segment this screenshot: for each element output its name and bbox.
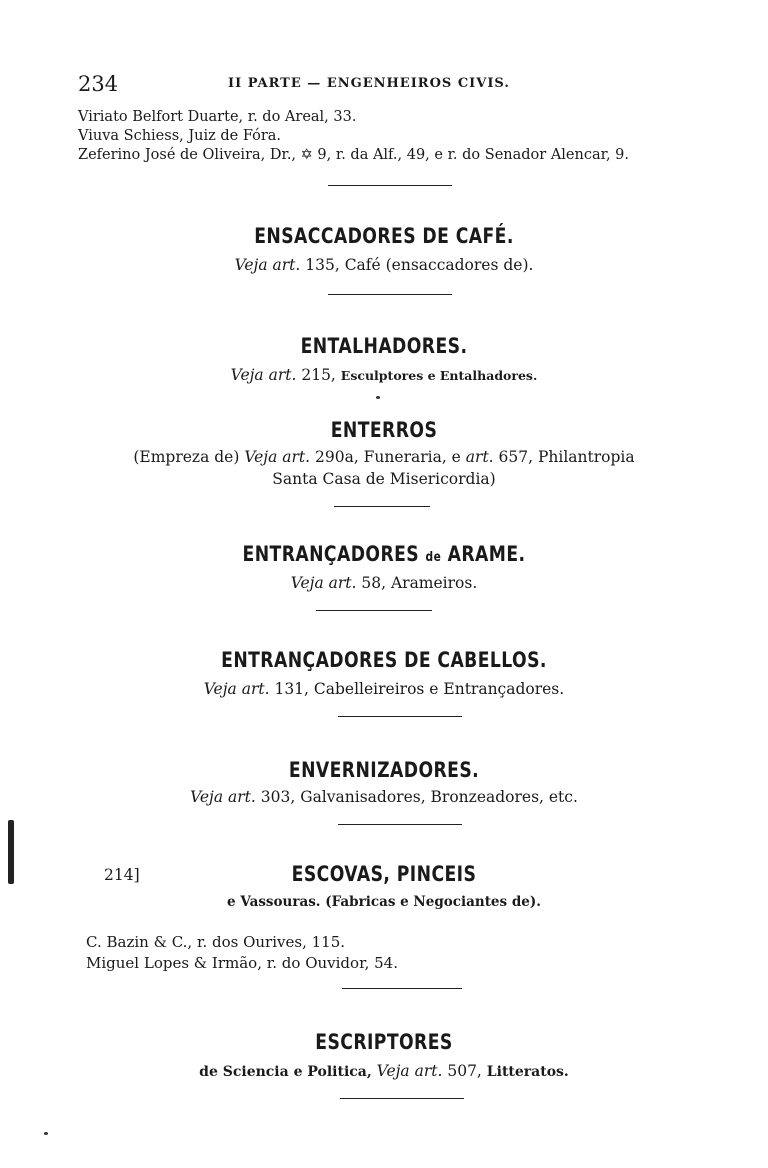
escovas-entry-list <box>86 932 398 974</box>
subheading-text: e Vassouras. (Fabricas e Negociantes de). <box>227 894 541 910</box>
heading-part: ENTRANÇADORES <box>242 542 420 566</box>
list-item: Viriato Belfort Duarte, r. do Areal, 33. <box>78 109 357 125</box>
section-heading-ensaccadores: ENSACCADORES DE CAFÉ. <box>254 224 514 248</box>
reference-text: 657, Philantropia <box>498 448 635 466</box>
art-label: art. <box>465 448 494 466</box>
reference-text: 303, Galvanisadores, Bronzeadores, etc. <box>260 788 578 806</box>
divider <box>338 824 462 825</box>
divider <box>338 716 462 717</box>
article-number: 215, <box>301 366 336 384</box>
reference-prefix: de Sciencia e Politica, <box>199 1064 372 1080</box>
reference-text: 135, Café (ensaccadores de). <box>305 256 534 274</box>
heading-part: ARAME. <box>447 542 526 566</box>
veja-label: Veja art. <box>203 680 270 698</box>
section-heading-entalhadores: ENTALHADORES. <box>300 334 468 358</box>
veja-label: Veja art. <box>290 574 357 592</box>
cross-reference-enterros-line-1 <box>0 448 768 466</box>
cross-reference-escriptores <box>0 1062 768 1080</box>
ink-speck <box>44 1132 48 1135</box>
divider <box>328 185 452 186</box>
divider <box>334 506 430 507</box>
cross-reference-entrancadores-cabellos <box>0 680 768 698</box>
cross-reference-envernizadores <box>0 788 768 806</box>
list-item: Viuva Schiess, Juiz de Fóra. <box>78 128 282 144</box>
divider <box>316 610 432 611</box>
reference-text: 131, Cabelleireiros e Entrançadores. <box>274 680 565 698</box>
top-entry-list <box>78 108 738 165</box>
ink-speck <box>376 396 380 399</box>
running-title: II PARTE — ENGENHEIROS CIVIS. <box>228 76 510 91</box>
page-header <box>78 72 718 98</box>
reference-text: 290a, Funeraria, e <box>315 448 461 466</box>
article-number: 507, <box>447 1062 482 1080</box>
section-subheading-escovas <box>0 894 768 910</box>
cross-reference-entrancadores-arame <box>0 574 768 592</box>
section-heading-entrancadores-arame <box>69 542 699 566</box>
divider <box>328 294 452 295</box>
section-heading-envernizadores: ENVERNIZADORES. <box>288 758 480 782</box>
divider <box>340 1098 464 1099</box>
margin-ink-mark <box>8 820 14 884</box>
reference-text: Litteratos. <box>486 1064 569 1080</box>
veja-label: Veja art. <box>230 366 297 384</box>
section-heading-escriptores: ESCRIPTORES <box>315 1030 453 1054</box>
cross-reference-ensaccadores <box>0 256 768 274</box>
section-heading-enterros: ENTERROS <box>330 418 438 442</box>
veja-label: Veja art. <box>234 256 301 274</box>
list-item: Miguel Lopes & Irmão, r. do Ouvidor, 54. <box>86 954 398 972</box>
cross-reference-entalhadores <box>0 366 768 384</box>
reference-text: 58, Arameiros. <box>361 574 478 592</box>
cross-reference-enterros-line-2: Santa Casa de Misericordia) <box>272 470 496 488</box>
section-heading-entrancadores-cabellos: ENTRANÇADORES DE CABELLOS. <box>221 648 547 672</box>
reference-prefix: (Empreza de) <box>133 448 240 466</box>
veja-label: Veja art. <box>376 1062 443 1080</box>
section-heading-escovas: ESCOVAS, PINCEIS <box>291 862 477 886</box>
list-item: Zeferino José de Oliveira, Dr., ✡ 9, r. da Alf., 49, e r. do Senador Alencar, 9. <box>78 147 630 163</box>
veja-label: Veja art. <box>190 788 256 806</box>
marginal-number: 214] <box>104 866 140 884</box>
reference-text: Esculptores e Entalhadores. <box>340 368 538 383</box>
page-number: 234 <box>78 72 119 96</box>
heading-part: de <box>425 550 442 565</box>
veja-label: Veja art. <box>244 448 311 466</box>
list-item: C. Bazin & C., r. dos Ourives, 115. <box>86 933 346 951</box>
divider <box>342 988 462 989</box>
